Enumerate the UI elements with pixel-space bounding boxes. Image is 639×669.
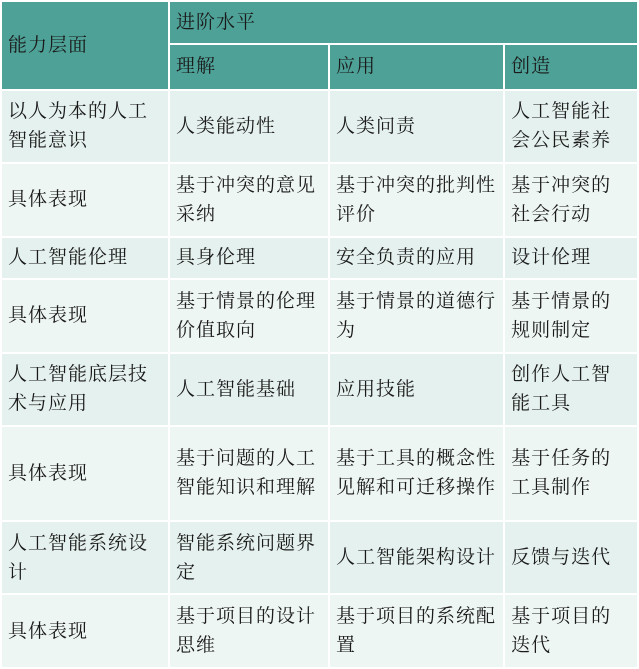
- table-row: [2, 91, 637, 163]
- cell-apply: 基于工具的概念性见解和可迁移操作: [330, 427, 503, 520]
- table-row: [2, 427, 637, 520]
- row-label: 具体表现: [2, 280, 168, 352]
- cell-understand: 智能系统问题界定: [170, 522, 328, 594]
- header-level-apply: 应用: [330, 45, 503, 88]
- cell-create: 基于任务的工具制作: [505, 427, 637, 520]
- row-label: 人工智能伦理: [2, 238, 168, 278]
- cell-create: 基于冲突的社会行动: [505, 164, 637, 236]
- header-level-group: 进阶水平: [170, 2, 637, 43]
- row-label: 人工智能底层技术与应用: [2, 354, 168, 426]
- cell-understand: 具身伦理: [170, 238, 328, 278]
- cell-create: 创作人工智能工具: [505, 354, 637, 426]
- header-row: [2, 2, 637, 43]
- row-label: 具体表现: [2, 164, 168, 236]
- cell-apply: 应用技能: [330, 354, 503, 426]
- table-row: [2, 164, 637, 236]
- header-dimension: 能力层面: [2, 2, 168, 89]
- table-row: [2, 280, 637, 352]
- cell-create: 基于情景的规则制定: [505, 280, 637, 352]
- cell-apply: 人工智能架构设计: [330, 522, 503, 594]
- cell-understand: 人工智能基础: [170, 354, 328, 426]
- cell-create: 设计伦理: [505, 238, 637, 278]
- cell-understand: 基于情景的伦理价值取向: [170, 280, 328, 352]
- cell-apply: 安全负责的应用: [330, 238, 503, 278]
- table-row: [2, 522, 637, 594]
- cell-apply: 基于项目的系统配置: [330, 595, 503, 667]
- table-row: [2, 238, 637, 278]
- table-row: [2, 354, 637, 426]
- cell-understand: 人类能动性: [170, 91, 328, 163]
- row-label: 具体表现: [2, 427, 168, 520]
- row-label: 以人为本的人工智能意识: [2, 91, 168, 163]
- table-row: [2, 595, 637, 667]
- cell-apply: 基于情景的道德行为: [330, 280, 503, 352]
- cell-apply: 基于冲突的批判性评价: [330, 164, 503, 236]
- header-level-create: 创造: [505, 45, 637, 88]
- cell-apply: 人类问责: [330, 91, 503, 163]
- cell-create: 基于项目的迭代: [505, 595, 637, 667]
- cell-create: 反馈与迭代: [505, 522, 637, 594]
- header-level-understand: 理解: [170, 45, 328, 88]
- cell-understand: 基于冲突的意见采纳: [170, 164, 328, 236]
- cell-create: 人工智能社会公民素养: [505, 91, 637, 163]
- row-label: 人工智能系统设计: [2, 522, 168, 594]
- cell-understand: 基于项目的设计思维: [170, 595, 328, 667]
- row-label: 具体表现: [2, 595, 168, 667]
- cell-understand: 基于问题的人工智能知识和理解: [170, 427, 328, 520]
